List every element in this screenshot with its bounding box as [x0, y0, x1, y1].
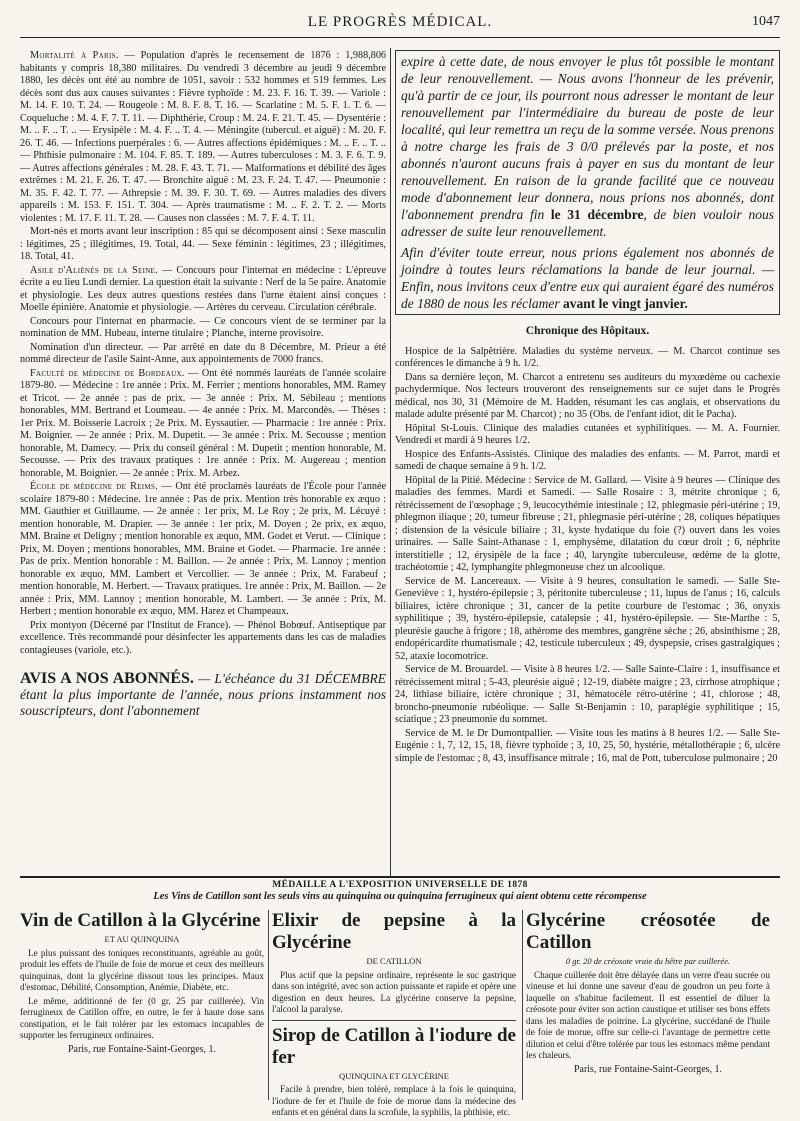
header-rule: [20, 37, 780, 38]
subscription-notice-box: [395, 50, 780, 315]
advert-elixir-column: [272, 910, 516, 1121]
journal-title: LE PROGRÈS MÉDICAL.: [307, 14, 493, 30]
glycerine-subtitle: 0 gr. 20 de créosote vraie du hêtre par cuillerée.: [565, 956, 731, 966]
elixir-title: Elixir de pepsine à la Glycérine: [272, 910, 516, 953]
reims-paragraph: [20, 481, 386, 619]
mortality-text: — Population d'après le recensement de 1876 : 1,988,806 habitants y compris 18,380 militaires. Du vendredi 3 décembre au jeudi 9 décembre 1880, les décès ont été au nombre de 1051, savoir : 532 hommes et 519 femmes. Les décès sont dus aux causes suivantes : Fièvre typhoïde : M. 23. F. 16. T. 39. — Variole : M. 14. F. 10. T. 24. — Rougeole : M. 8. F. 8. T. 16. — Scarlatine : M. 5. F. 1. T. 6. — Coqueluche : M. 4. F. 7. T. 11. — Diphthérie, Croup : M. 24. F. 21. T. 45. — Dysentérie : M. .. F. .. T. .. — Erysipèle : M. 4. F. .. T. 4. — Méningite (tubercul. et aiguë) : M. 20. F. 26. T. 46. — Infections puerpérales : 6. — Autres affections épidémiques : M. .. F. .. T. .. — Phthisie pulmonaire : M. 104. F. 85. T. 189. — Autres tuberculoses : M. 3. F. 6. T. 9. — Autres affections générales : M. 28. F. 43. T. 71. — Malformations et débilité des âges extrêmes : M. 21. F. 26. T. 47. — Bronchite aiguë : M. 23. F. 24. T. 47. — Pneumonie : M. 35. F. 42. T. 77. — Athrepsie : M. 39. F. 30. T. 69. — Autres maladies des divers appareils : M. 153. F. 151. T. 304. — Après traumatisme : M. .. F. 2. T. 2. — Morts violentes : M. 17. F. 11. T. 28. — Causes non classées : M. 7. F. 4. T. 11.: [20, 50, 387, 224]
vin-text-2: Le même, additionné de fer (0 gr. 25 par cuillerée). Vin ferrugineux de Catillon offre, en outre, le fer à haute dose sans constipation, et le fait tolérer par les estomacs incapables de supporter les ferrugineux ordinaires.: [20, 995, 264, 1040]
elixir-subtitle: DE CATILLON: [366, 956, 422, 966]
glycerine-title: Glycérine créosotée de Catillon: [526, 910, 770, 953]
asylum-paragraph: [20, 265, 386, 315]
pitie-paragraph: Hôpital de la Pitié. Médecine : Service de M. Gallard. — Visite à 9 heures — Clinique des maladies des femmes. Mardi et Samedi. — Salle Rosaire : 3, métrite chronique ; 6, rétrécissement de l'œsophage ; 9, leucocythémie intestinale ; 12, phlegmasie péri-utérine ; 19, phlegmon iliaque ; 20, tumeur fibreuse ; 21, phlegmasie péri-utérine ; 28, coliques hépatiques ; distension de la vésicule biliaire ; 31, kyste hydatique du foie (?) ouvert dans les voies urinaires. — Salle Saint-Athanase : 1, emphysème, dilatation du cœur droit ; 6, néphrite interstitielle ; 12, érysipèle de la face ; 40, laryngite tuberculeuse, œdème de la glotte, trachéotomie ; 42, lymphangite phlegmoneuse chez un alcoolique.: [395, 474, 780, 573]
chronique-title: Chronique des Hôpitaux.: [525, 325, 650, 337]
box-text-1b: , de bien vouloir nous adresser de suite leur renouvellement.: [401, 207, 774, 239]
director-paragraph: Nomination d'un directeur. — Par arrêté en date du 8 Décembre, M. Prieur a été nommé directeur de l'asile Saint-Anne, aux appointements de 7000 francs.: [20, 341, 386, 365]
reims-lead: École de médecine de Reims.: [30, 481, 158, 492]
box-text-2: Afin d'éviter toute erreur, nous prions également nos abonnés de joindre à toutes leurs réclamations la bande de leur journal. — Enfin, nous invitons ceux d'entre eux qui auraient égaré des numéros de 1880 de nous les réclamer: [401, 245, 774, 311]
box-bold-1: le 31 décembre: [550, 207, 644, 222]
advert-inner-rule: [272, 1020, 516, 1021]
right-column: [395, 50, 780, 766]
mortality-paragraph: [20, 50, 386, 225]
left-column: [20, 50, 386, 719]
st-louis-paragraph: Hôpital St-Louis. Clinique des maladies cutanées et syphilitiques. — M. A. Fournier. Vendredi et mardi à 9 heures 1/2.: [395, 422, 780, 446]
avis-notice: [20, 671, 386, 719]
bordeaux-paragraph: [20, 368, 386, 481]
enfants-assistes-paragraph: Hospice des Enfants-Assistés. Clinique des maladies des enfants. — M. Parrot, mardi et samedi de chaque semaine à 9 h. 1/2.: [395, 448, 780, 472]
vin-text-1: Le plus puissant des toniques reconstituants, agréable au goût, produit les effets de l'huile de foie de morue et ceux des meilleurs quinquinas, dont la glycérine dissout tous les principes. Maux d'estomac, Débilité, Consomption, Anémie, Diabète, etc.: [20, 947, 264, 992]
brouardel-paragraph: Service de M. Brouardel. — Visite à 8 heures 1/2. — Salle Sainte-Claire : 1, insuffisance et rétrécissement mitral ; 5-43, pleurésie aiguë ; 12-19, diabète maigre ; 23, cirrhose atrophique ; 24, lithiase biliaire, ictère chronique ; 31, hématocèle rétro-utérine ; 41, chlorose ; 48, broncho-pneumonie rubéolique. — Salle St-Benjamin : 10, paraplégie syphilitique ; 15, sciatique ; 23 pneumonie du sommet.: [395, 664, 780, 725]
glycerine-text: Chaque cuillerée doit être délayée dans un verre d'eau sucrée ou vineuse et lui donne une saveur d'eau de goudron un peu forte à laquelle on s'habitue facilement. Il est essentiel de diluer la créosote pour éviter son action caustique et utiliser ses bons effets dans les maladies de poitrine. La glycérine, succédané de l'huile de foie de morue, offre sur celle-ci l'avantage de permettre cette dilution et celui d'être tolérée par tous les estomacs même pendant les chaleurs.: [526, 969, 770, 1060]
page-header: [20, 14, 780, 34]
vin-title: Vin de Catillon à la Glycérine: [20, 910, 261, 931]
pharmacy-paragraph: Concours pour l'internat en pharmacie. — Ce concours vient de se terminer par la nomination de MM. Hubeau, interne titulaire ; Planche, interne provisoire.: [20, 315, 386, 339]
advert-medal-line: MÉDAILLE A L'EXPOSITION UNIVERSELLE DE 1878: [272, 880, 528, 890]
avis-title: AVIS A NOS ABONNÉS.: [20, 670, 194, 687]
vin-address: Paris, rue Fontaine-Saint-Georges, 1.: [67, 1043, 217, 1055]
avis-text: — L'échéance du 31 DÉCEMBRE étant la plus importante de l'année, nous prions instamment nos souscripteurs, dont l'abonnement: [20, 671, 387, 718]
box-text-1: expire à cette date, de nous envoyer le plus tôt possible le montant de leur renouvellement. — Nous avons l'honneur de les prévenir, qu'à partir de ce jour, ils pourront nous adresser le montant de leur renouvellement par l'intermédiaire du bureau de poste de leur localité, qui leur remettra un reçu de la somme versée. Nous prenons à notre charge les frais de 3 0/0 prélevés par la poste, et nos abonnés n'auront aucuns frais à payer en sus du montant de leur renouvellement. En raison de la grande facilité que ce nouveau mode d'abonnement leur donnera, nous prions nos abonnés, dont l'abonnement prendra fin: [401, 54, 774, 222]
advert-separator-2: [522, 910, 523, 1100]
sirop-title: Sirop de Catillon à l'iodure de fer: [272, 1024, 516, 1068]
elixir-text: Plus actif que la pepsine ordinaire, représente le suc gastrique dans son intégrité, avec son action puissante et rapide et opère une digestion en deux heures. La glycérine conserve la pepsine, l'alcool la paralyse.: [272, 969, 516, 1014]
column-divider: [390, 48, 391, 878]
sirop-text: Facile à prendre, bien toléré, remplace à la fois le quinquina, l'iodure de fer et l'huile de foie de morue dans la médecine des enfants et en général dans la scrofule, la syphilis, la phthisie, etc.: [272, 1084, 516, 1117]
sirop-subtitle: QUINQUINA ET GLYCÉRINE: [339, 1070, 449, 1081]
reims-text: — Ont été proclamés lauréats de l'École pour l'année scolaire 1879-80 : Médecine. 1re année : Pas de prix. Mention très honorable ex æquo : MM. Gauthier et Guillaume. — 2e année : 1er prix, M. Le Roy ; 2e prix, M. Lécuyé : mention honorable, M. Drapier. — 3e année : 1er prix, M. Doyen ; 2e prix, ex æquo, MM. Braine et Deligny ; mention honorable ex æquo, MM. Godet et Verut. — Clinique : Prix, M. Doyen ; mentions honorables, MM. Braine et Godet. — Pharmacie. 1re année : Pas de prix. Mention honorable : M. Baillon. — 2e année : Prix, M. Lannoy ; mention honorable ex æquo, MM. Lambert et Vercollier. — 3e année : Prix, M. Farabeuf ; mention honorable, M. Herbert. — Travaux pratiques. 1re année : Prix, M. Baillon. — 2e année : Prix, MM. Lannoy ; mention honorable, M. Lambert. — 3e année : Prix, M. Herbert ; mention honorable ex æquo, MM. Harez et Champeaux.: [20, 481, 386, 617]
charcot-paragraph: Dans sa dernière leçon, M. Charcot a entretenu ses auditeurs du myxœdème ou cachexie pachydermique. Nos lecteurs trouveront des renseignements sur ce sujet dans le Progrès médical, nos 30, 31 (Mémoire de M. Hadden, résumant les cas anglais, et observations du malade adulte présenté par M. Charcot) ; no 35 (Obs. de l'enfant idiot, dit le Pacha).: [395, 371, 780, 420]
box-bold-2: avant le vingt janvier.: [562, 296, 688, 311]
salpetriere-paragraph: Hospice de la Salpêtrière. Maladies du système nerveux. — M. Charcot continue ses conférences le dimanche à 9 h. 1/2.: [395, 345, 780, 369]
asylum-text: — Concours pour l'internat en médecine : L'épreuve écrite a eu lieu Lundi dernier. La question était la suivante : Nerf de la 5e paire. Anatomie et physiologie. Les deux autres questions restées dans l'urne étaient ainsi conçues : Moelle épinière. Anatomie et physiologie. — Artères du cerveau. Circulation cérébrale.: [20, 264, 387, 313]
stillbirth-paragraph: Mort-nés et morts avant leur inscription : 85 qui se décomposent ainsi : Sexe masculin : légitimes, 25 ; illégitimes, 19. Total, 44. — Sexe féminin : légitimes, 23 ; illégitimes, 18. Total, 41.: [20, 226, 386, 262]
dumontpallier-paragraph: Service de M. le Dr Dumontpallier. — Visite tous les matins à 8 heures 1/2. — Salle Ste-Eugénie : 1, 7, 12, 15, 18, fièvre typhoïde ; 3, 10, 25, 50, hystérie, métallothérapie ; 6, ulcère simple de l'estomac ; 8, 43, insuffisance mitrale ; 16, mal de Pott, tuberculose pulmonaire ; 20: [395, 727, 780, 764]
catillon-advert: [20, 880, 780, 1117]
mortality-lead: Mortalité à Paris.: [30, 50, 119, 61]
page-number: 1047: [752, 14, 780, 29]
advert-glycerine-column: [526, 910, 770, 1077]
bordeaux-text: — Ont été nommés lauréats de l'année scolaire 1879-80. — Médecine : 1re année : Prix. M. Ferrier ; mentions honorables, MM. Ramey et Tricot. — 2e année : pas de prix. — 3e année : Prix. M. Sébileau ; mentions honorables, MM. Bertrand et Loumeau. — 4e année : Prix. M. Marcondès. — Thèses : 1er Prix. M. Boisserie Lacroix ; 2e Prix. M. Eyssautier. — Pharmacie : 1re année : Prix. M. Boignier. — 2e année : Prix. M. Dupetit. — 3e année : Prix. M. Secousse ; mention honorable, M. Damecy. — Prix du conseil général : M. Dupetit ; mention honorable, M. Secousse. — Prix des travaux pratiques : 1re année : Prix. M. Augereau ; mention honorable, M. Boignier. — 2e année : Prix. M. Arbez.: [20, 367, 386, 479]
lancereaux-paragraph: Service de M. Lancereaux. — Visite à 9 heures, consultation le samedi. — Salle Ste-Geneviève : 1, hystéro-épilepsie ; 3, péritonite tuberculeuse ; 11, lupus de l'anus ; 16, calculs biliaires, ictère chronique ; 31, cancer de la petite courbure de l'estomac ; 36, onyxis syphilitique ; 39, hystéro-épilepsie, catalepsie ; 41, hystéro-épilepsie. — Ste-Marthe : 5, pleurésie gauche à frigore ; 18, athérome des membres, gangrène sèche ; 26, absinthisme ; 28, endopéricardite rhumatismale ; 42, testicule tuberculeux ; 49, dyspepsie, crises gastralgiques ; 52, ataxie locomotrice.: [395, 575, 780, 662]
advert-rule: [20, 876, 780, 878]
montyon-paragraph: Prix montyon (Décerné par l'Institut de France). — Phénol Bobœuf. Antiseptique par excellence. Très recommandé pour désinfecter les appartements dans les cas de maladies contagieuses (variole, etc.).: [20, 619, 386, 656]
advert-subtitle: Les Vins de Catillon sont les seuls vins au quinquina ou quinquina ferrugineux qui aient obtenu cette récompense: [153, 891, 647, 902]
asylum-lead: Asile d'Aliénés de la Seine.: [30, 264, 158, 276]
vin-subtitle: ET AU QUINQUINA: [104, 934, 180, 944]
advert-separator-1: [268, 910, 269, 1100]
bordeaux-lead: Faculté de médecine de Bordeaux.: [30, 367, 185, 379]
glycerine-address: Paris, rue Fontaine-Saint-Georges, 1.: [573, 1063, 723, 1075]
advert-vin-column: [20, 910, 264, 1057]
